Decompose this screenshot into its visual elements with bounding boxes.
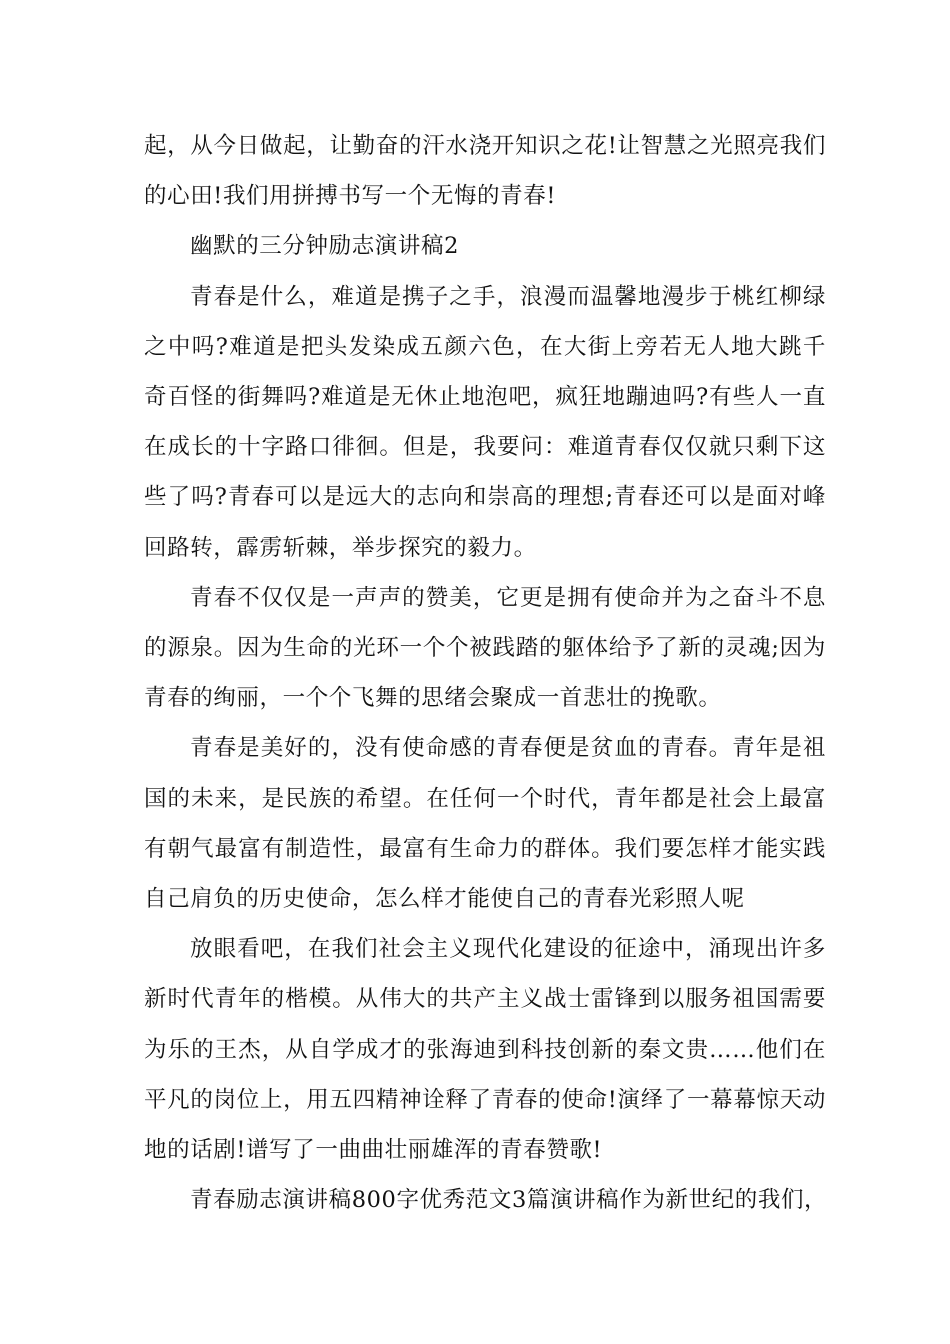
paragraph: 放眼看吧，在我们社会主义现代化建设的征途中，涌现出许多新时代青年的楷模。从伟大的共产主义战士雷锋到以服务祖国需要为乐的王杰，从自学成才的张海迪到科技创新的秦文贵……他们在平凡的岗位上，用五四精神诠释了青春的使命!演绎了一幕幕惊天动地的话剧!谱写了一曲曲壮丽雄浑的青春赞歌!: [144, 936, 826, 1164]
paragraph-continued: 起，从今日做起，让勤奋的汗水浇开知识之花!让智慧之光照亮我们的心田!我们用拼搏书写一个无悔的青春!: [144, 133, 826, 210]
paragraph: 青春不仅仅是一声声的赞美，它更是拥有使命并为之奋斗不息的源泉。因为生命的光环一个个被践踏的躯体给予了新的灵魂;因为青春的绚丽，一个个飞舞的思绪会聚成一首悲壮的挽歌。: [144, 584, 826, 712]
paragraph: 青春是美好的，没有使命感的青春便是贫血的青春。青年是祖国的未来，是民族的希望。在任何一个时代，青年都是社会上最富有朝气最富有制造性，最富有生命力的群体。我们要怎样才能实践自己肩负的历史使命，怎么样才能使自己的青春光彩照人呢: [144, 735, 826, 913]
section-heading: 幽默的三分钟励志演讲稿2: [190, 233, 460, 260]
paragraph-trailing: 青春励志演讲稿800字优秀范文3篇演讲稿作为新世纪的我们，: [190, 1187, 828, 1214]
paragraph: 青春是什么，难道是携子之手，浪漫而温馨地漫步于桃红柳绿之中吗?难道是把头发染成五颜六色，在大街上旁若无人地大跳千奇百怪的街舞吗?难道是无休止地泡吧，疯狂地蹦迪吗?有些人一直在成长的十字路口徘徊。但是，我要问：难道青春仅仅就只剩下这些了吗?青春可以是远大的志向和崇高的理想;青春还可以是面对峰回路转，霹雳斩棘，举步探究的毅力。: [144, 283, 826, 561]
document-body: [144, 121, 826, 1225]
